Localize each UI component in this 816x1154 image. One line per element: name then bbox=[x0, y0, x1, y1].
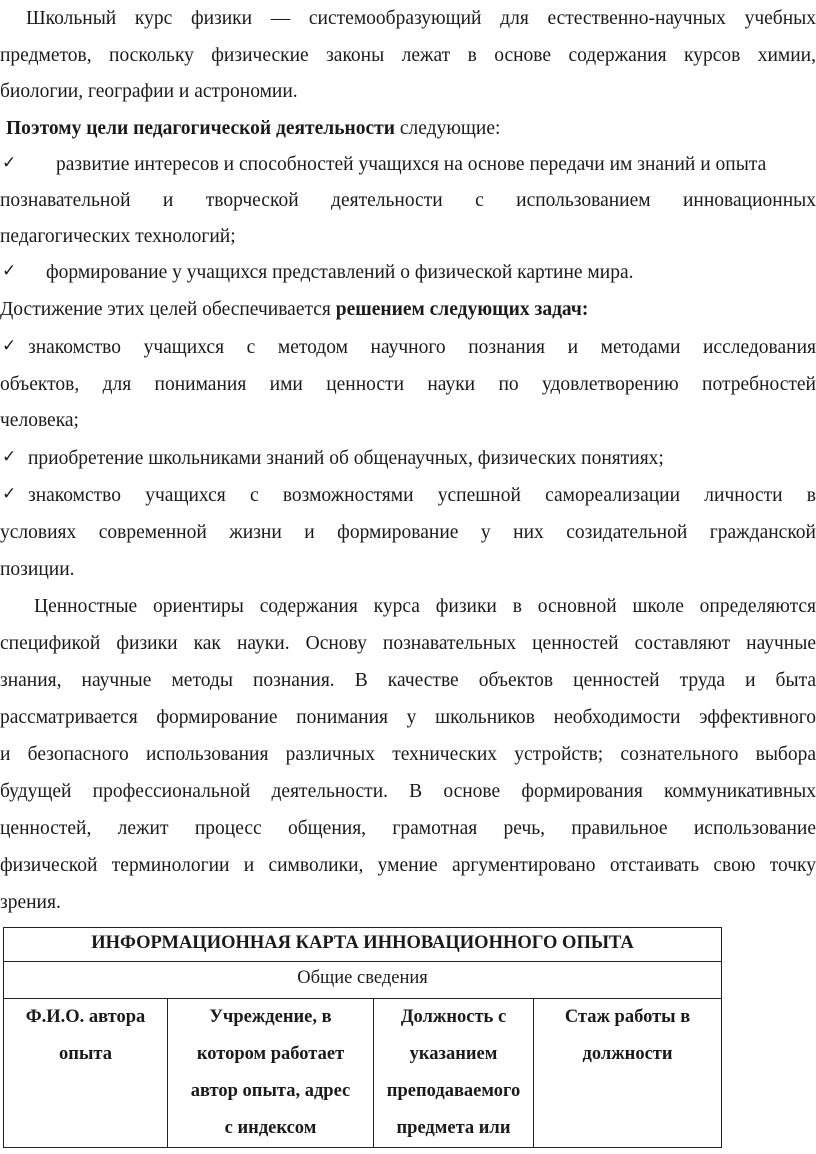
task1-line1: знакомство учащихся с методом научного познания и методами исследования bbox=[28, 337, 816, 358]
para2-line7: ценностей, лежит процесс общения, грамотная речь, правильное использование bbox=[0, 818, 816, 839]
col-institution-line: Учреждение, в bbox=[209, 1007, 332, 1027]
col-position-line: преподаваемого bbox=[386, 1081, 521, 1101]
goal1-line2: познавательной и творческой деятельности с использованием инновационных bbox=[0, 190, 816, 211]
col-experience bbox=[534, 999, 722, 1148]
col-position-line: указанием bbox=[409, 1044, 498, 1064]
checkmark-icon: ✓ bbox=[2, 484, 17, 504]
task1-line2: объектов, для понимания ими ценности науки по удовлетворению потребностей bbox=[0, 374, 816, 395]
task3-line3: позиции. bbox=[0, 559, 75, 580]
para2-line1: Ценностные ориентиры содержания курса физики в основной школе определяются bbox=[34, 596, 816, 617]
goals-intro-bold: Поэтому цели педагогической деятельности bbox=[6, 118, 395, 139]
col-author-line: опыта bbox=[59, 1044, 112, 1064]
table-section: Общие сведения bbox=[4, 962, 722, 999]
checkmark-icon: ✓ bbox=[2, 261, 17, 281]
goal1-line3: педагогических технологий; bbox=[0, 226, 236, 247]
col-experience-line: Стаж работы в bbox=[564, 1007, 691, 1027]
task1-line3: человека; bbox=[0, 410, 79, 431]
tasks-intro-bold: решением следующих задач: bbox=[335, 299, 589, 320]
task3-line2: условиях современной жизни и формирование у них созидательной гражданской bbox=[0, 522, 816, 543]
tasks-intro-plain: Достижение этих целей обеспечивается bbox=[0, 299, 336, 320]
para2-line2: спецификой физики как науки. Основу познавательных ценностей составляют научные bbox=[0, 633, 816, 654]
table-title: ИНФОРМАЦИОННАЯ КАРТА ИННОВАЦИОННОГО ОПЫТА bbox=[4, 928, 722, 962]
task3-line1: знакомство учащихся с возможностями успешной самореализации личности в bbox=[28, 485, 816, 506]
checkmark-icon: ✓ bbox=[2, 153, 17, 173]
para2-line6: будущей профессиональной деятельности. В основе формирования коммуникативных bbox=[0, 781, 816, 802]
goal2: формирование у учащихся представлений о физической картине мира. bbox=[46, 262, 634, 283]
para2-line8: физической терминологии и символики, умение аргументировано отстаивать свою точку bbox=[0, 855, 816, 876]
col-position-line: Должность с bbox=[400, 1007, 507, 1027]
goals-intro-rest: следующие: bbox=[394, 118, 501, 139]
para1-line3: биологии, географии и астрономии. bbox=[0, 81, 298, 102]
para1-line1: Школьный курс физики — системообразующий для естественно-научных учебных bbox=[26, 8, 816, 29]
para2-line9: зрения. bbox=[0, 892, 61, 913]
task2: приобретение школьниками знаний об общенаучных, физических понятиях; bbox=[28, 448, 664, 469]
col-author-line: Ф.И.О. автора bbox=[25, 1007, 146, 1027]
innovation-info-table bbox=[3, 927, 722, 1148]
para2-line3: знания, научные методы познания. В качестве объектов ценностей труда и быта bbox=[0, 670, 816, 691]
col-institution-line: котором работает bbox=[196, 1044, 345, 1064]
checkmark-icon: ✓ bbox=[2, 336, 17, 356]
col-author-name bbox=[4, 999, 168, 1148]
goals-intro bbox=[0, 110, 816, 147]
para2-line4: рассматривается формирование понимания у школьников необходимости эффективного bbox=[0, 707, 816, 728]
goal1-line1: развитие интересов и способностей учащихся на основе передачи им знаний и опыта bbox=[56, 154, 767, 175]
para2-line5: и безопасного использования различных технических устройств; сознательного выбора bbox=[0, 744, 816, 765]
checkmark-icon: ✓ bbox=[2, 447, 17, 467]
tasks-intro bbox=[0, 291, 816, 328]
col-institution bbox=[168, 999, 374, 1148]
col-experience-line: должности bbox=[582, 1044, 673, 1064]
para1-line2: предметов, поскольку физические законы лежат в основе содержания курсов химии, bbox=[0, 45, 816, 66]
col-institution-line: с индексом bbox=[224, 1118, 317, 1138]
col-position bbox=[374, 999, 534, 1148]
col-position-line: предмета или bbox=[396, 1118, 511, 1138]
col-institution-line: автор опыта, адрес bbox=[190, 1081, 351, 1101]
